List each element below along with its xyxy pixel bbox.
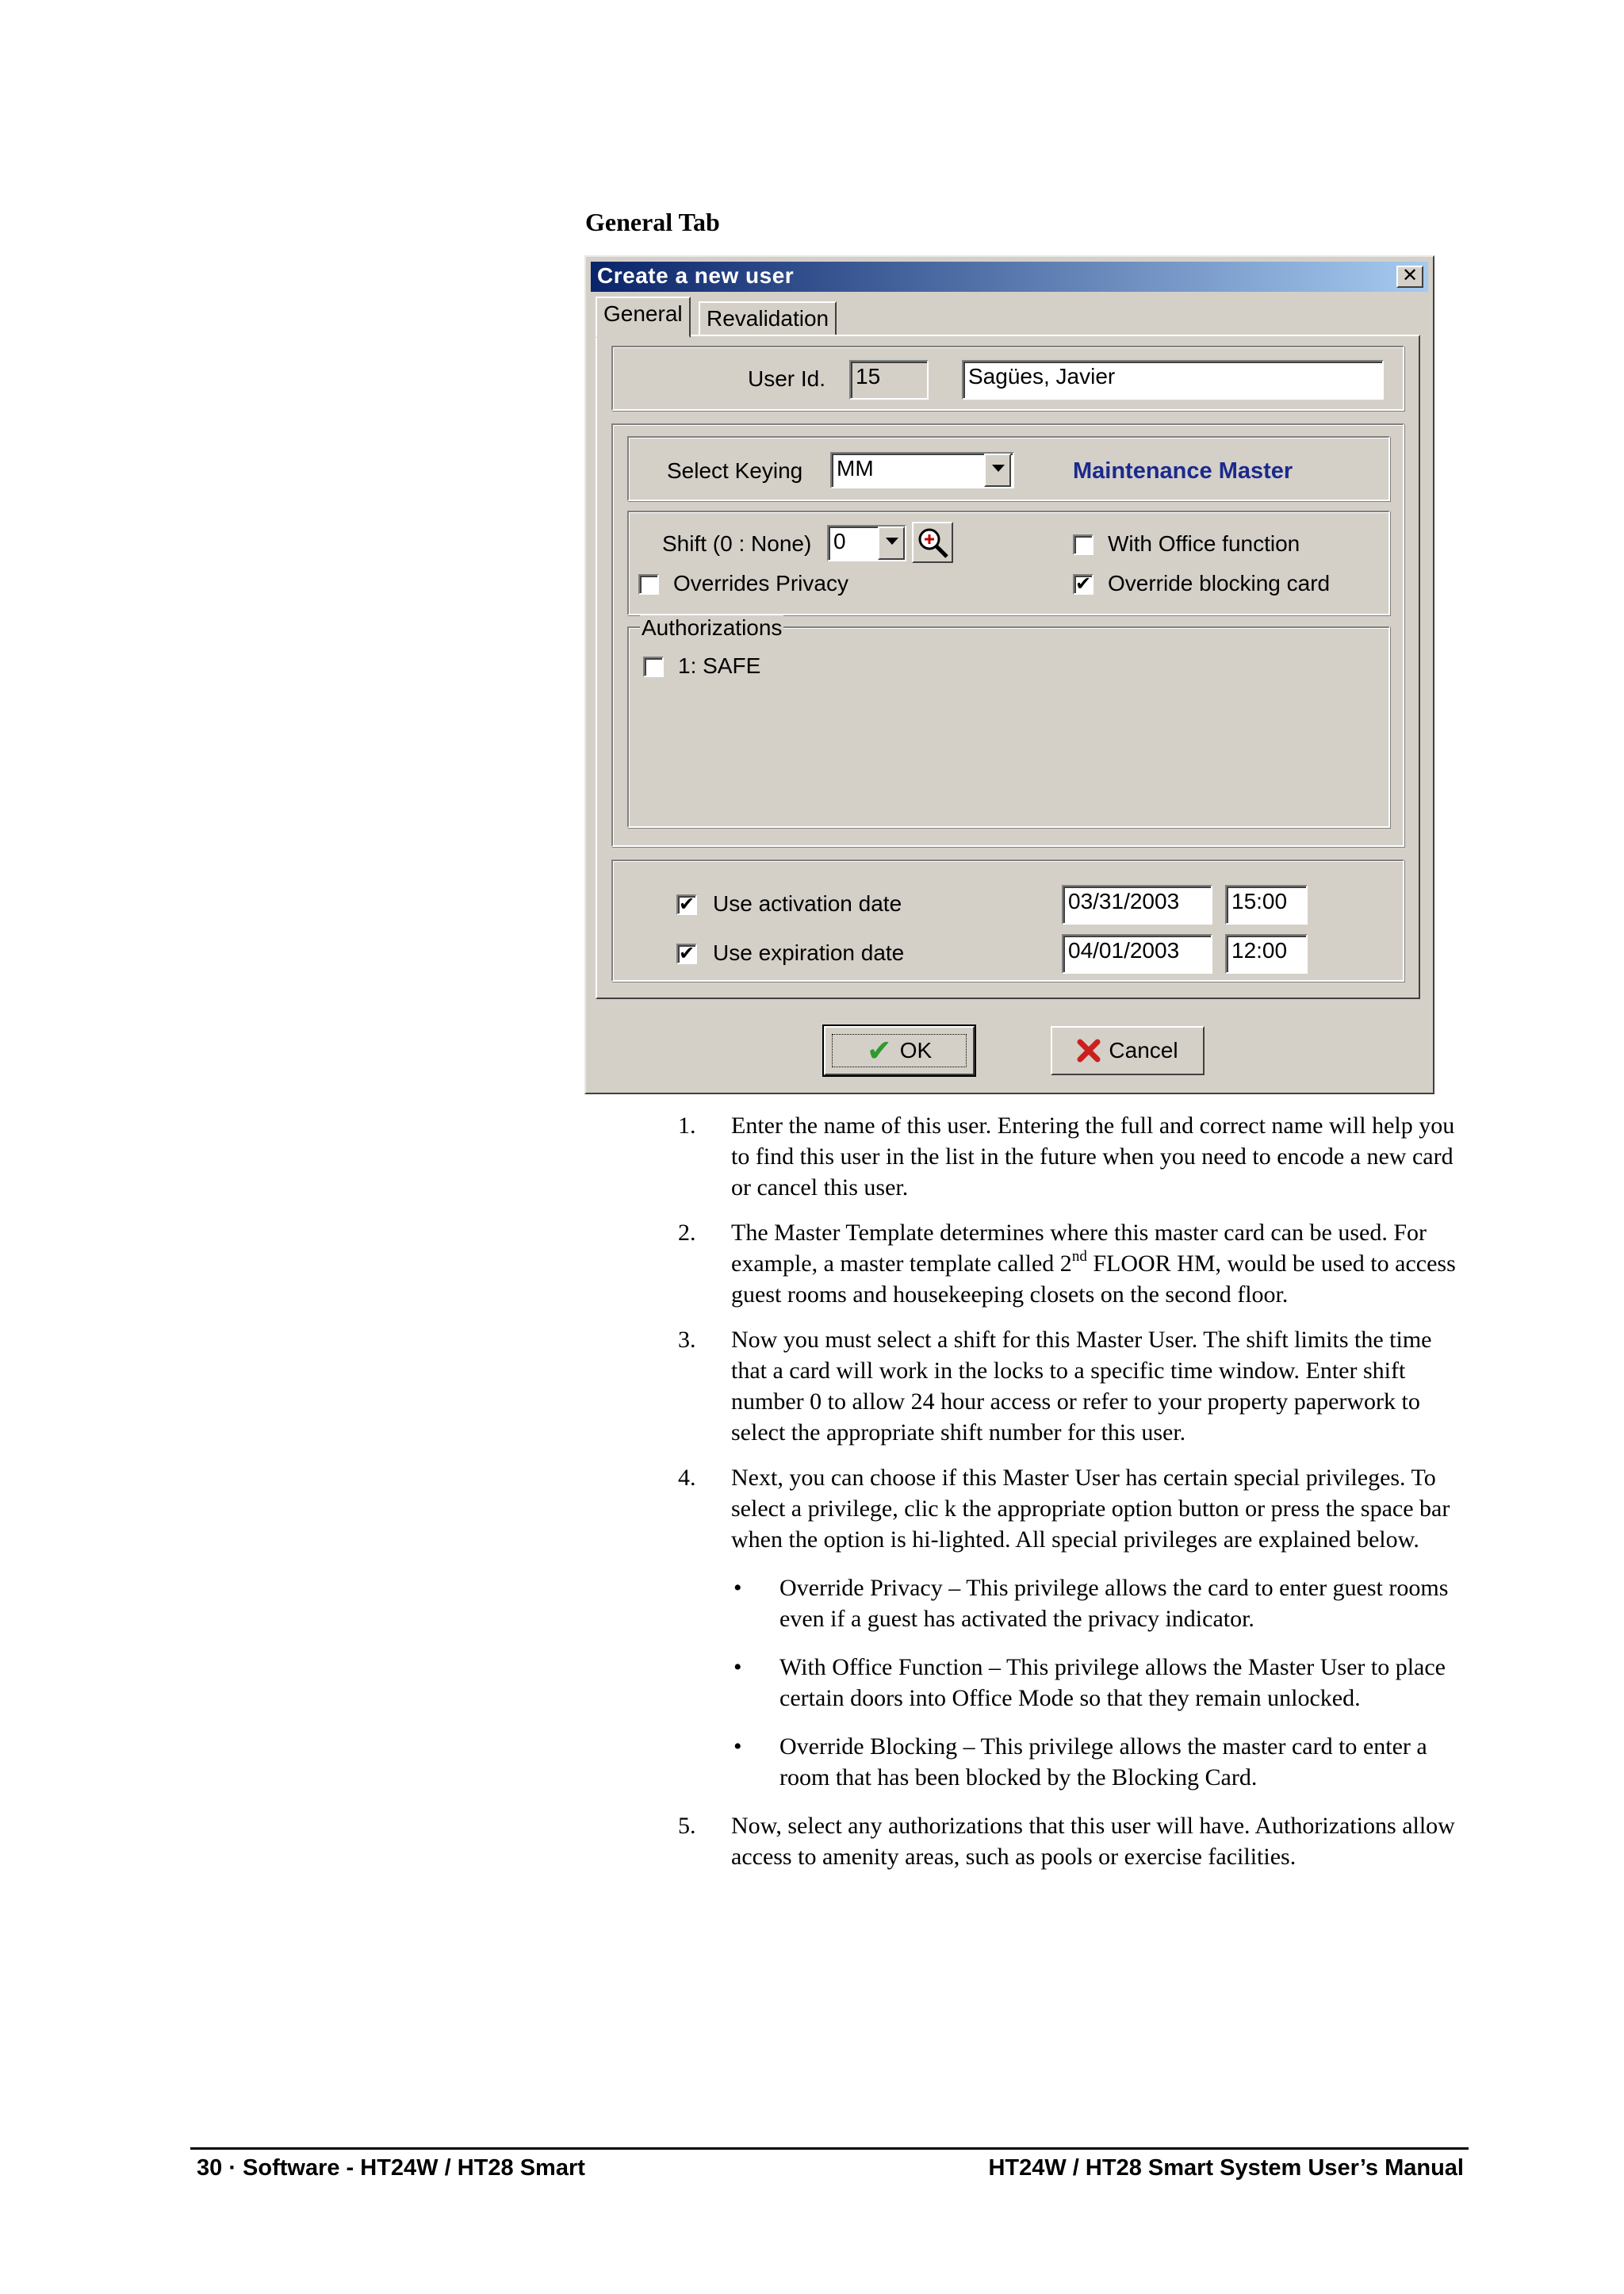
override-blocking-checkbox[interactable]: ✔ bbox=[1073, 574, 1094, 595]
use-expiration-checkbox[interactable]: ✔ bbox=[676, 944, 697, 964]
step-text-cont: FLOOR HM, would be used to access guest rooms and housekeeping closets on the second floor. bbox=[731, 1250, 1456, 1308]
dialog-titlebar bbox=[591, 262, 1428, 292]
authorization-label: 1: SAFE bbox=[678, 653, 761, 678]
bullet-item bbox=[678, 1652, 1471, 1714]
overrides-privacy-label: Overrides Privacy bbox=[673, 571, 848, 596]
step-text: Enter the name of this user. Entering the full and correct name will help you to find this user in the list in the future when you need to encode a new card or cancel this user. bbox=[731, 1113, 1455, 1201]
shift-privileges-group bbox=[627, 511, 1390, 615]
bullet-icon: • bbox=[733, 1654, 742, 1680]
chevron-down-icon[interactable] bbox=[984, 454, 1011, 487]
override-blocking-label: Override blocking card bbox=[1108, 571, 1331, 596]
privilege-bullets bbox=[678, 1572, 1471, 1793]
ok-button[interactable] bbox=[824, 1026, 975, 1075]
close-icon[interactable]: ✕ bbox=[1396, 266, 1423, 288]
bullet-text: Override Privacy – This privilege allows the card to enter guest rooms even if a guest has activated the privacy indicator. bbox=[779, 1575, 1449, 1632]
instruction-list bbox=[678, 1110, 1471, 1886]
magnifier-icon bbox=[914, 523, 952, 561]
x-icon bbox=[1077, 1039, 1101, 1063]
with-office-checkbox[interactable] bbox=[1073, 534, 1094, 555]
step-number: 5. bbox=[678, 1813, 696, 1839]
ok-label: OK bbox=[899, 1038, 933, 1063]
step-number: 4. bbox=[678, 1465, 696, 1491]
chevron-down-icon[interactable] bbox=[878, 527, 905, 560]
use-activation-checkbox[interactable]: ✔ bbox=[676, 894, 697, 915]
section-title: General Tab bbox=[585, 208, 720, 236]
step-text: The Master Template determines where this master card can be used. For example, a master template called 2 bbox=[731, 1220, 1427, 1277]
bullet-item bbox=[678, 1731, 1471, 1793]
use-expiration-label: Use expiration date bbox=[713, 940, 905, 965]
footer-right: HT24W / HT28 Smart System User’s Manual bbox=[988, 2155, 1464, 2181]
create-user-dialog bbox=[584, 255, 1434, 1094]
shift-label: Shift (0 : None) bbox=[662, 531, 812, 556]
tab-revalidation[interactable]: Revalidation bbox=[699, 301, 837, 336]
step-text: Now you must select a shift for this Master User. The shift limits the time that a card will work in the locks to a specific time window. Enter shift number 0 to allow 24 hour access or refer to your property paperwork to select the appropriate shift number for this user. bbox=[731, 1327, 1432, 1446]
select-keying-dropdown[interactable]: MM bbox=[830, 452, 1014, 488]
with-office-label: With Office function bbox=[1108, 531, 1300, 556]
step-number: 1. bbox=[678, 1113, 696, 1139]
step-number: 3. bbox=[678, 1327, 696, 1353]
step-3 bbox=[678, 1324, 1471, 1448]
focus-rect bbox=[832, 1034, 967, 1067]
select-keying-label: Select Keying bbox=[667, 458, 803, 483]
step-number: 2. bbox=[678, 1220, 696, 1246]
footer-left: 30 · Software - HT24W / HT28 Smart bbox=[197, 2155, 585, 2181]
authorization-checkbox[interactable] bbox=[643, 657, 664, 677]
cancel-label: Cancel bbox=[1109, 1038, 1178, 1063]
use-activation-label: Use activation date bbox=[713, 891, 902, 916]
ordinal-suffix: nd bbox=[1071, 1248, 1087, 1265]
checkmark-icon: ✔ bbox=[866, 1034, 892, 1068]
bullet-text: With Office Function – This privilege allows the Master User to place certain doors into Office Mode so that they remain unlocked. bbox=[779, 1654, 1446, 1711]
step-4 bbox=[678, 1462, 1471, 1555]
zoom-icon[interactable] bbox=[912, 522, 953, 563]
activation-date-field[interactable]: 03/31/2003 bbox=[1062, 885, 1212, 925]
expiration-date-field[interactable]: 04/01/2003 bbox=[1062, 934, 1212, 974]
user-id-field[interactable]: 15 bbox=[849, 360, 929, 400]
footer-rule bbox=[190, 2147, 1469, 2150]
tab-panel-general bbox=[596, 335, 1420, 999]
step-2 bbox=[678, 1217, 1471, 1310]
bullet-text: Override Blocking – This privilege allows the master card to enter a room that has been blocked by the Blocking Card. bbox=[779, 1733, 1427, 1790]
bullet-icon: • bbox=[733, 1733, 742, 1760]
shift-dropdown[interactable]: 0 bbox=[827, 525, 906, 561]
expiration-time-field[interactable]: 12:00 bbox=[1225, 934, 1308, 974]
activation-time-field[interactable]: 15:00 bbox=[1225, 885, 1308, 925]
step-text: Next, you can choose if this Master User has certain special privileges. To select a privilege, clic k the appropriate option button or press the space bar when the option is hi-lighted. All special privileges are explained below. bbox=[731, 1465, 1450, 1553]
user-name-field[interactable]: Sagües, Javier bbox=[962, 360, 1384, 400]
authorizations-legend: Authorizations bbox=[642, 615, 783, 640]
dialog-title: Create a new user bbox=[597, 263, 795, 288]
user-id-label: User Id. bbox=[748, 366, 826, 391]
keying-name: Maintenance Master bbox=[1073, 458, 1293, 484]
bullet-icon: • bbox=[733, 1575, 742, 1601]
overrides-privacy-checkbox[interactable] bbox=[638, 574, 659, 595]
cancel-button[interactable] bbox=[1051, 1026, 1205, 1075]
step-1 bbox=[678, 1110, 1471, 1203]
bullet-item bbox=[678, 1572, 1471, 1634]
step-5 bbox=[678, 1810, 1471, 1872]
step-text: Now, select any authorizations that this user will have. Authorizations allow access to amenity areas, such as pools or exercise facilities. bbox=[731, 1813, 1455, 1870]
tab-general[interactable]: General bbox=[596, 297, 691, 338]
